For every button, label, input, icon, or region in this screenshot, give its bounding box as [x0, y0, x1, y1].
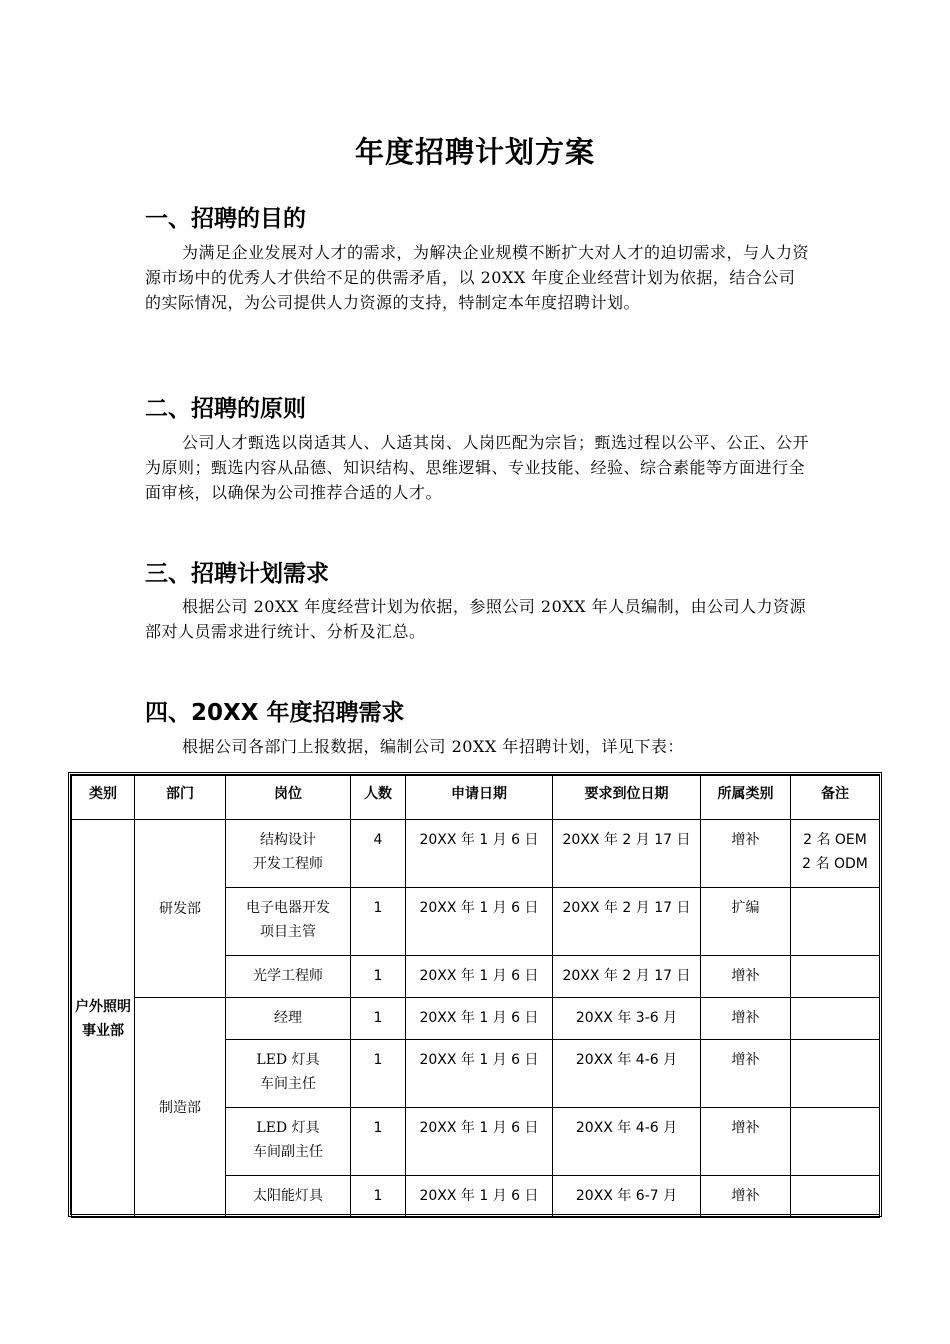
- type-cell: 增补: [701, 998, 791, 1040]
- section-body-annual: 根据公司各部门上报数据，编制公司 20XX 年招聘计划，详见下表：: [182, 737, 684, 756]
- table-row: [72, 998, 880, 1040]
- section-body-demand: 根据公司 20XX 年度经营计划为依据，参照公司 20XX 年人员编制，由公司人力资源部对人员需求进行统计、分析及汇总。: [145, 597, 807, 641]
- note-cell: 2 名 OEM 2 名 ODM: [791, 820, 880, 888]
- due-date-cell: 20XX 年 2 月 17 日: [553, 820, 701, 888]
- count-cell: 1: [351, 998, 406, 1040]
- note-cell: [791, 1040, 880, 1108]
- apply-date-cell: 20XX 年 1 月 6 日: [406, 1040, 553, 1108]
- recruitment-table: [71, 775, 880, 1218]
- header-type: 所属类别: [701, 776, 791, 820]
- header-department: 部门: [135, 776, 226, 820]
- due-date-cell: 20XX 年 2 月 17 日: [553, 956, 701, 998]
- unit-cell: 户外照明事业部: [72, 820, 135, 1218]
- section-heading-annual: 四、20XX 年度招聘需求: [145, 700, 405, 726]
- due-date-cell: 20XX 年 2 月 17 日: [553, 888, 701, 956]
- due-date-cell: 20XX 年 4-6 月: [553, 1108, 701, 1176]
- position-cell: LED 灯具 车间副主任: [226, 1108, 351, 1176]
- due-date-cell: 20XX 年 6-7 月: [553, 1176, 701, 1218]
- position-cell: 太阳能灯具: [226, 1176, 351, 1218]
- department-cell-manufacturing: 制造部: [135, 998, 226, 1218]
- section-heading-purpose: 一、招聘的目的: [145, 206, 306, 232]
- count-cell: 1: [351, 1040, 406, 1108]
- section-heading-principle: 二、招聘的原则: [145, 396, 306, 422]
- count-cell: 4: [351, 820, 406, 888]
- document-title: 年度招聘计划方案: [354, 135, 595, 169]
- type-cell: 扩编: [701, 888, 791, 956]
- type-cell: 增补: [701, 1108, 791, 1176]
- header-due-date: 要求到位日期: [553, 776, 701, 820]
- recruitment-table-frame: [68, 772, 882, 1217]
- apply-date-cell: 20XX 年 1 月 6 日: [406, 888, 553, 956]
- note-cell: [791, 998, 880, 1040]
- due-date-cell: 20XX 年 4-6 月: [553, 1040, 701, 1108]
- position-cell: 电子电器开发 项目主管: [226, 888, 351, 956]
- position-cell: 光学工程师: [226, 956, 351, 998]
- section-body-principle: 公司人才甄选以岗适其人、人适其岗、人岗匹配为宗旨；甄选过程以公平、公正、公开为原则；甄选内容从品德、知识结构、思维逻辑、专业技能、经验、综合素能等方面进行全面审核，以确保为公司推荐合适的人才。: [145, 433, 810, 502]
- count-cell: 1: [351, 1108, 406, 1176]
- header-count: 人数: [351, 776, 406, 820]
- apply-date-cell: 20XX 年 1 月 6 日: [406, 998, 553, 1040]
- apply-date-cell: 20XX 年 1 月 6 日: [406, 1108, 553, 1176]
- department-cell-rnd: 研发部: [135, 820, 226, 998]
- note-cell: [791, 1176, 880, 1218]
- type-cell: 增补: [701, 1176, 791, 1218]
- note-cell: [791, 888, 880, 956]
- section-heading-demand: 三、招聘计划需求: [145, 561, 329, 587]
- apply-date-cell: 20XX 年 1 月 6 日: [406, 820, 553, 888]
- due-date-cell: 20XX 年 3-6 月: [553, 998, 701, 1040]
- note-cell: [791, 956, 880, 998]
- note-cell: [791, 1108, 880, 1176]
- header-note: 备注: [791, 776, 880, 820]
- table-row: [72, 820, 880, 888]
- count-cell: 1: [351, 1176, 406, 1218]
- position-cell: LED 灯具 车间主任: [226, 1040, 351, 1108]
- type-cell: 增补: [701, 820, 791, 888]
- type-cell: 增补: [701, 1040, 791, 1108]
- section-body-purpose: 为满足企业发展对人才的需求，为解决企业规模不断扩大对人才的迫切需求，与人力资源市场中的优秀人才供给不足的供需矛盾，以 20XX 年度企业经营计划为依据，结合公司的实际情况，为公司提供人力资源的支持，特制定本年度招聘计划。: [145, 243, 810, 312]
- table-header-row: [72, 776, 880, 820]
- position-cell: 结构设计 开发工程师: [226, 820, 351, 888]
- count-cell: 1: [351, 956, 406, 998]
- count-cell: 1: [351, 888, 406, 956]
- header-position: 岗位: [226, 776, 351, 820]
- apply-date-cell: 20XX 年 1 月 6 日: [406, 1176, 553, 1218]
- type-cell: 增补: [701, 956, 791, 998]
- apply-date-cell: 20XX 年 1 月 6 日: [406, 956, 553, 998]
- header-category: 类别: [72, 776, 135, 820]
- header-apply-date: 申请日期: [406, 776, 553, 820]
- position-cell: 经理: [226, 998, 351, 1040]
